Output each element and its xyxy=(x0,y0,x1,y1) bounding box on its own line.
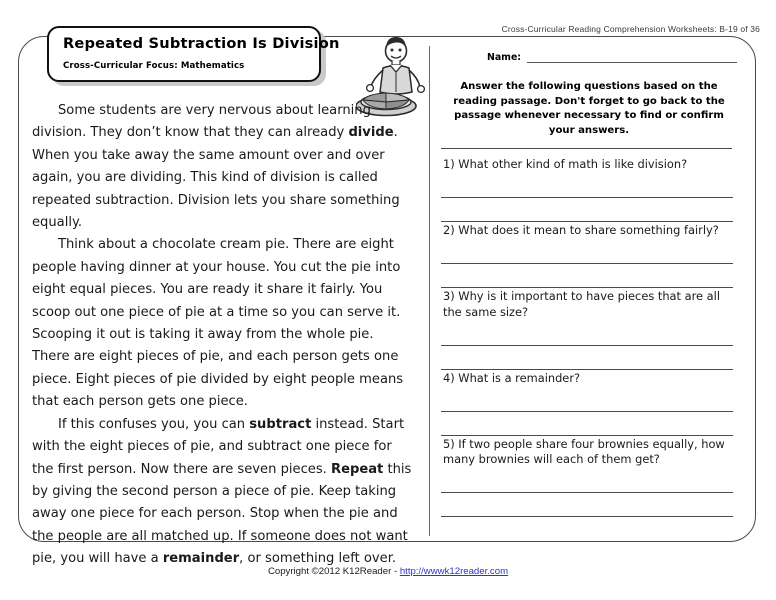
name-label: Name: xyxy=(487,52,522,63)
question-text: 2) What does it mean to share something fairly? xyxy=(443,223,719,238)
answer-line[interactable] xyxy=(441,264,733,288)
question-block xyxy=(441,436,733,517)
passage-text: Think about a chocolate cream pie. There are eight people having dinner at your house. You cut the pie into eight equal pieces. You are ready it share it fairly. You scoop out one piece of pie at a time so you can serve it. Scooping it out is taking it away from the whole pie. There are eight pieces of pie, and each person gets one piece. Eight pieces of pie divided by eight people means that each person gets one piece. xyxy=(32,237,404,410)
questions-top-rule xyxy=(441,148,732,149)
passage-text: this by giving the second person a piece of pie. Keep taking away one piece for each person. Stop when the pie and the people are all matched up. If someone does not want pie, you will have a xyxy=(32,461,412,567)
worksheet-series-note: Cross-Curricular Reading Comprehension Worksheets: B-19 of 36 xyxy=(501,24,760,34)
passage-text: If this confuses you, you can xyxy=(58,416,250,432)
question-block xyxy=(441,156,733,222)
question-text: 1) What other kind of math is like division? xyxy=(443,157,688,171)
question-block xyxy=(441,222,733,288)
answer-line[interactable] xyxy=(441,238,733,264)
passage-paragraph xyxy=(32,100,414,234)
questions-list xyxy=(441,156,733,517)
passage-text: , or something left over. xyxy=(239,551,397,567)
question-text: 4) What is a remainder? xyxy=(443,370,581,385)
question-block xyxy=(441,370,733,436)
answer-line[interactable] xyxy=(441,346,733,370)
passage-text: Some students are very nervous about learning division. They don’t know that they can already xyxy=(32,103,371,141)
answer-line[interactable] xyxy=(441,172,733,198)
passage-keyword: remainder xyxy=(162,551,240,567)
question-text: 5) If two people share four brownies equally, how many brownies will each of them get? xyxy=(443,437,725,467)
passage-text: instead. Start with the eight pieces of pie, and subtract one piece for the first person. Now there are seven pieces. xyxy=(32,416,405,477)
worksheet-title: Repeated Subtraction Is Division xyxy=(63,35,340,52)
name-field-row[interactable] xyxy=(487,52,737,63)
passage-text: . When you take away the same amount over and over again, you are dividing. This kind of division is called repeated subtraction. Division lets you share something equally. xyxy=(32,125,400,231)
question-text: 3) Why is it important to have pieces that are all the same size? xyxy=(443,289,720,319)
worksheet-subtitle: Cross-Curricular Focus: Mathematics xyxy=(63,61,245,71)
answer-line[interactable] xyxy=(441,467,733,493)
answer-line[interactable] xyxy=(441,198,733,222)
copyright-text: Copyright ©2012 K12Reader - xyxy=(267,566,400,577)
passage-paragraph xyxy=(32,234,414,413)
question-block xyxy=(441,288,733,369)
passage-paragraph xyxy=(32,414,414,571)
name-input-line[interactable] xyxy=(527,52,737,63)
answer-instructions: Answer the following questions based on the reading passage. Don't forget to go back to the passage whenever necessary to find or confirm your answers. xyxy=(453,81,725,136)
answer-line[interactable] xyxy=(441,386,733,412)
k12reader-link[interactable]: http://wwwk12reader.com xyxy=(399,566,509,577)
passage-keyword: divide xyxy=(348,125,394,141)
passage-keyword: Repeat xyxy=(330,461,384,477)
title-box xyxy=(47,26,340,82)
footer xyxy=(0,566,776,577)
answer-line[interactable] xyxy=(441,493,733,517)
reading-passage xyxy=(32,100,414,571)
passage-keyword: subtract xyxy=(249,416,312,432)
answer-line[interactable] xyxy=(441,412,733,436)
answer-line[interactable] xyxy=(441,320,733,346)
